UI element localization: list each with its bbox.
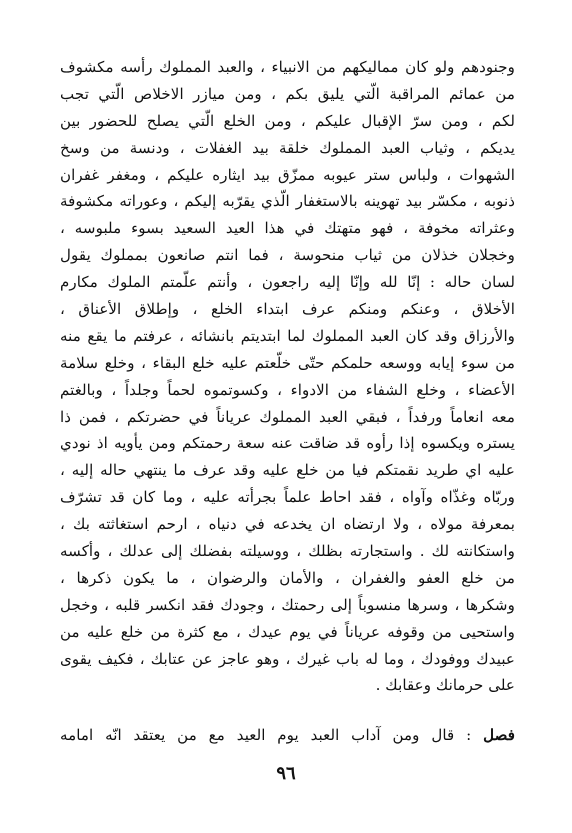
text-line: وخجلان خذلان من ثياب منحوسة ، فما انتم صانعون بمملوك يقول [60, 246, 515, 265]
section-text: : قال ومن آداب العبد يوم العيد مع من يعتقد انّه امامه [60, 726, 484, 744]
text-line: الأعضاء ، وخلع الشفاء من الادواء ، وكسوتموه لحماً وجلداً ، وبالغتم [60, 380, 515, 399]
text-line: معه انعاماً ورفداً ، فبقي العبد المملوك عرياناً في حضرتكم ، فمن ذا [60, 407, 515, 426]
text-line: عبيدك ووفودك ، وما له باب غيرك ، وهو عاجز عن عتابك ، فكيف يقوى [60, 649, 515, 668]
text-line: الشهوات ، ولباس ستر عيوبه ممزّق بيد ايثاره عليكم ، ومغفر غفران [60, 165, 515, 184]
text-line: الأخلاق ، وعنكم ومنكم عرف ابتداء الخلع ، وإطلاق الأعناق ، [60, 300, 515, 319]
text-line: يديكم ، وثياب العبد المملوك خلقة بيد الغفلات ، ودنسة من وسخ [60, 138, 515, 157]
text-line: ذنوبه ، مكسّر بيد تهوينه بالاستغفار الّذي يقرّبه إليكم ، وعوراته مكشوفة [60, 192, 515, 211]
text-line: لسان حاله : إنّا لله وإنّا إليه راجعون ، وأنتم علّمتم الملوك مكارم [60, 273, 515, 292]
text-line: وربّاه وغذّاه وآواه ، فقد احاط علماً بجرأته عليه ، وما كان قد تشرّف [60, 488, 515, 507]
text-line: يستره ويكسوه إذا رأوه قد ضاقت عنه سعة رحمتكم ومن يأويه اذ نودي [60, 434, 515, 453]
text-line: وشكرها ، وسرها منسوباً إلى رحمتك ، وجودك فقد انكسر قلبه ، وخجل [60, 595, 515, 614]
text-line: واستكانته لك . واستجارته بظلك ، ووسيلته بفضلك إلى عدلك ، وأكسه [60, 542, 515, 561]
section-heading-line [60, 722, 515, 748]
main-text [60, 54, 515, 699]
text-line: من خلع العفو والغفران ، والأمان والرضوان ، ما يكون ذكرها ، [60, 568, 515, 587]
text-line: من عمائم المراقبة الّتي يليق بكم ، ومن ميازر الاخلاص الّتي تجب [60, 84, 515, 103]
text-line: والأرزاق وقد كان العبد المملوك لما ابتديتم بانشائه ، عرفتم ما يقع منه [60, 326, 515, 345]
page-number: ٩٦ [276, 763, 296, 784]
text-line: عليه اي طريد نقمتكم فيا من خلع عليه وقد عرف ما ينتهي حاله إليه ، [60, 461, 515, 480]
text-line: وعثراته مخوفة ، فهو متهتك في هذا العيد السعيد بسوء ملبوسه ، [60, 219, 515, 238]
text-line: لكم ، ومن سرّ الإقبال عليكم ، ومن الخلع الّتي يصلح للحضور بين [60, 111, 515, 130]
text-line: على حرمانك وعقابك . [375, 676, 515, 695]
text-line: من سوء إيابه ووسعه حلمكم حتّى خلّعتم عليه خلع البقاء ، وخلع سلامة [60, 353, 515, 372]
text-line: واستحيى من وقوفه عرياناً في يوم عيدك ، مع كثرة من خلع عليه من [60, 622, 515, 641]
section-label: فصل [483, 726, 515, 744]
text-line: وجنودهم ولو كان مماليكهم من الانبياء ، والعبد المملوك رأسه مكشوف [60, 58, 515, 76]
text-line: بمعرفة مولاه ، ولا ارتضاه ان يخدعه في دنياه ، ارحم استغاثته بك ، [60, 515, 515, 534]
